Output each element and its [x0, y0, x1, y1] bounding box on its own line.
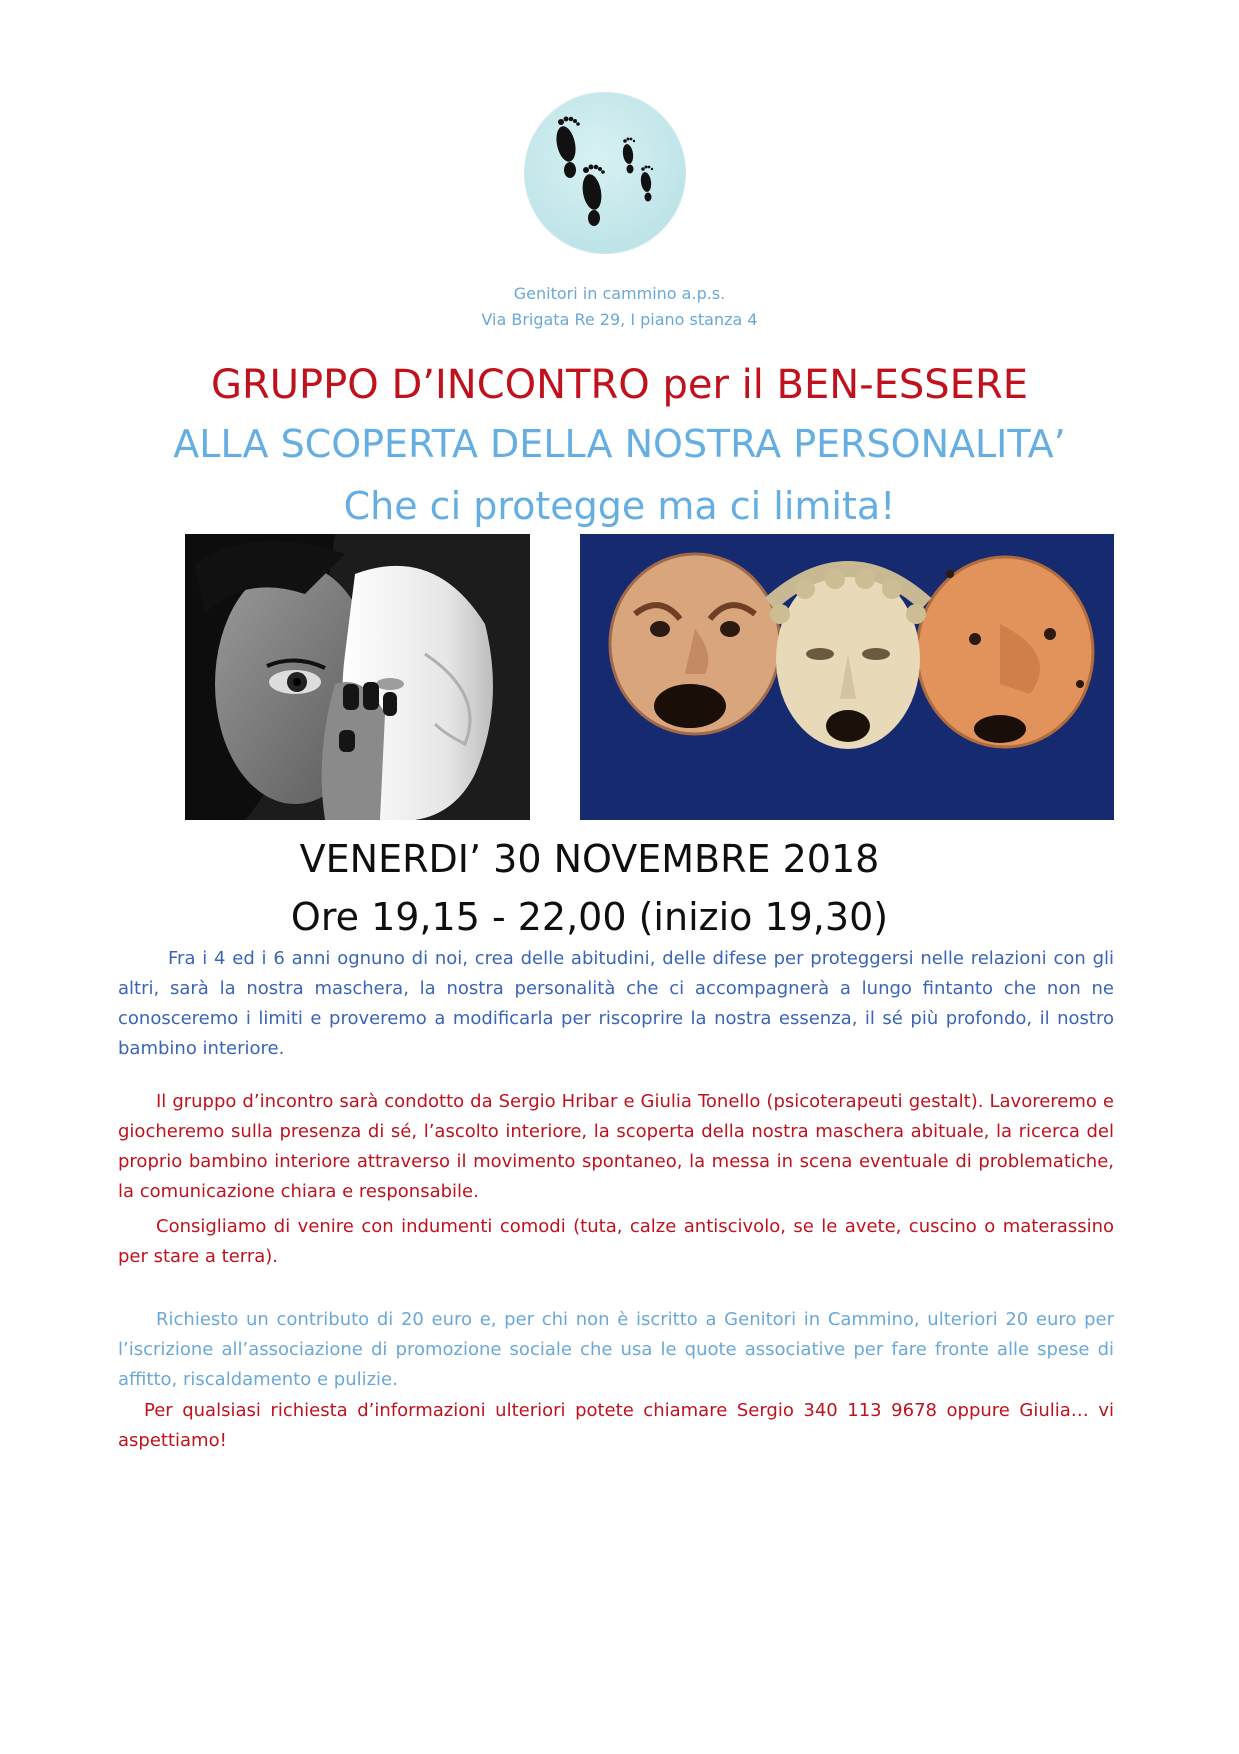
- event-date: VENERDI’ 30 NOVEMBRE 2018: [299, 837, 880, 881]
- headline-subtitle: ALLA SCOPERTA DELLA NOSTRA PERSONALITA’: [173, 422, 1066, 466]
- paragraph-intro: Fra i 4 ed i 6 anni ognuno di noi, crea delle abitudini, delle difese per proteggersi nelle relazioni con gli altri, sarà la nostra maschera, la nostra personalità che ci accompagnerà a lungo fintanto che non ne conosceremo i limiti e proveremo a modificarla per riscoprire la nostra essenza, il sé più profondo, il nostro bambino interiore.: [118, 948, 1114, 1059]
- footprints-logo: [524, 92, 686, 254]
- event-time: Ore 19,15 - 22,00 (inizio 19,30): [290, 895, 889, 939]
- paragraph-leaders: Il gruppo d’incontro sarà condotto da Sergio Hribar e Giulia Tonello (psicoterapeuti gestalt). Lavoreremo e giocheremo sulla presenza di sé, l’ascolto interiore, la scoperta della nostra maschera abituale, la ricerca del proprio bambino interiore attraverso il movimento spontaneo, la messa in scena eventuale di problematiche, la comunicazione chiara e responsabile.: [118, 1091, 1114, 1202]
- headline-title: GRUPPO D’INCONTRO per il BEN-ESSERE: [210, 362, 1029, 408]
- theatre-masks-photo: [580, 534, 1114, 820]
- woman-mask-photo: [185, 534, 530, 820]
- organization-address: Via Brigata Re 29, I piano stanza 4: [481, 310, 758, 329]
- headline-tagline: Che ci protegge ma ci limita!: [343, 484, 896, 528]
- organization-name: Genitori in cammino a.p.s.: [513, 284, 726, 303]
- paragraph-clothing: Consigliamo di venire con indumenti comodi (tuta, calze antiscivolo, se le avete, cuscino o materassino per stare a terra).: [118, 1216, 1114, 1267]
- paragraph-contribution: Richiesto un contributo di 20 euro e, per chi non è iscritto a Genitori in Cammino, ulteriori 20 euro per l’iscrizione all’associazione di promozione sociale che usa le quote associative per fare fronte alle spese di affitto, riscaldamento e pulizie.: [118, 1309, 1114, 1390]
- footprints-icon: [524, 92, 686, 254]
- paragraph-contact: Per qualsiasi richiesta d’informazioni ulteriori potete chiamare Sergio 340 113 9678 oppure Giulia… vi aspettiamo!: [118, 1400, 1114, 1451]
